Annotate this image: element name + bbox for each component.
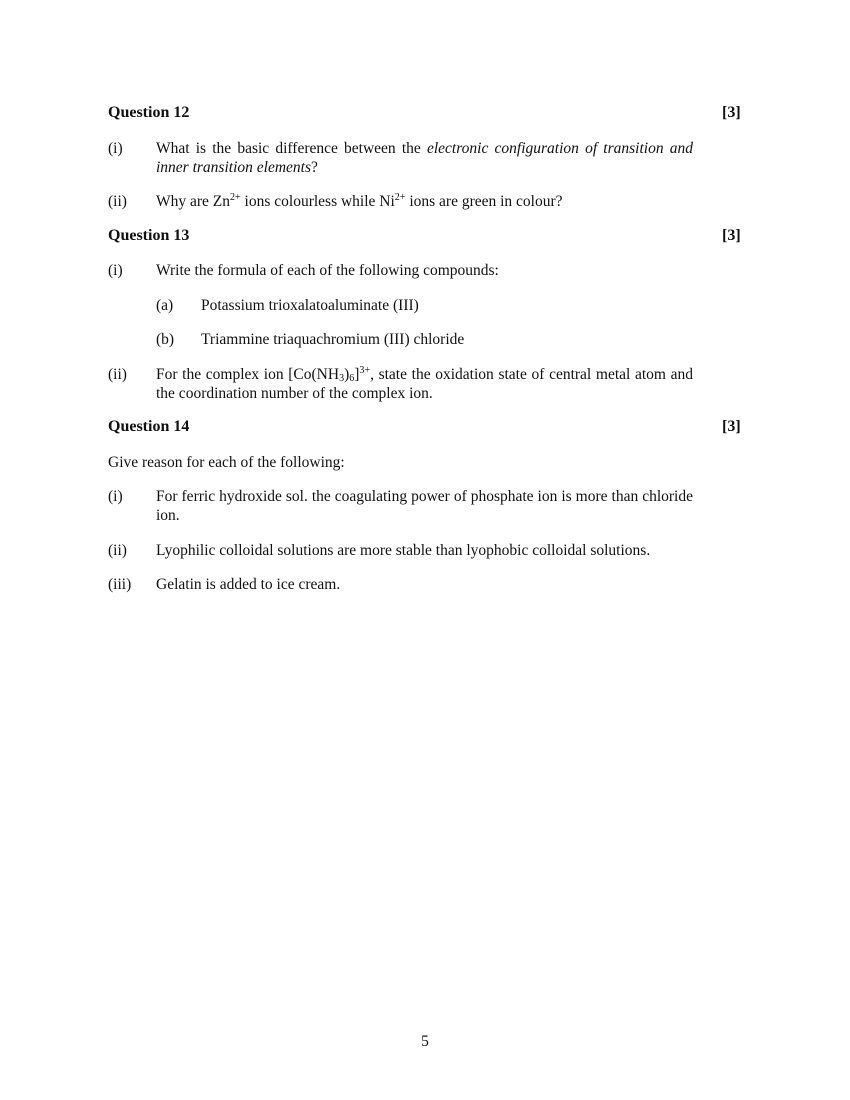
question-14-title: Question 14: [108, 418, 190, 435]
q13-subpart-b-number: (b): [156, 331, 175, 348]
q12-part-i-text: What is the basic difference between the electronic configuration of transition and inner transition elements?: [156, 140, 693, 176]
page-number: 5: [421, 1033, 429, 1050]
question-14-marks: [3]: [722, 418, 741, 435]
question-13-title: Question 13: [108, 227, 190, 244]
q13-part-i-text: Write the formula of each of the following compounds:: [156, 262, 499, 279]
question-12-marks: [3]: [722, 104, 741, 121]
q14-part-ii-number: (ii): [108, 542, 127, 559]
q13-part-i-number: (i): [108, 262, 123, 279]
q14-part-i-text: For ferric hydroxide sol. the coagulating power of phosphate ion is more than chloride ion.: [156, 488, 693, 524]
question-13-marks: [3]: [722, 227, 741, 244]
q14-part-iii-number: (iii): [108, 576, 132, 593]
q13-subpart-a-number: (a): [156, 297, 174, 314]
q12-part-ii-text: Why are $Zn^{2+}$ ions colourless while $Ni^{2+}$ ions are green in colour?: [156, 192, 563, 210]
q13-part-ii-number: (ii): [108, 366, 127, 383]
q14-part-iii-text: Gelatin is added to ice cream.: [156, 576, 341, 593]
q13-subpart-a-text: Potassium trioxalatoaluminate (III): [201, 297, 419, 314]
question-12-title: Question 12: [108, 104, 190, 121]
q14-intro: Give reason for each of the following:: [108, 454, 345, 471]
q14-part-ii-text: Lyophilic colloidal solutions are more stable than lyophobic colloidal solutions.: [156, 542, 651, 559]
q12-part-ii-number: (ii): [108, 193, 127, 210]
q12-part-i-number: (i): [108, 140, 123, 157]
q13-part-ii-text: For the complex ion $[Co(NH_3)_6]^{3+}$, state the oxidation state of central metal atom and the coordination number of the complex ion.: [156, 365, 694, 402]
q14-part-i-number: (i): [108, 488, 123, 505]
q13-subpart-b-text: Triammine triaquachromium (III) chloride: [201, 331, 465, 348]
